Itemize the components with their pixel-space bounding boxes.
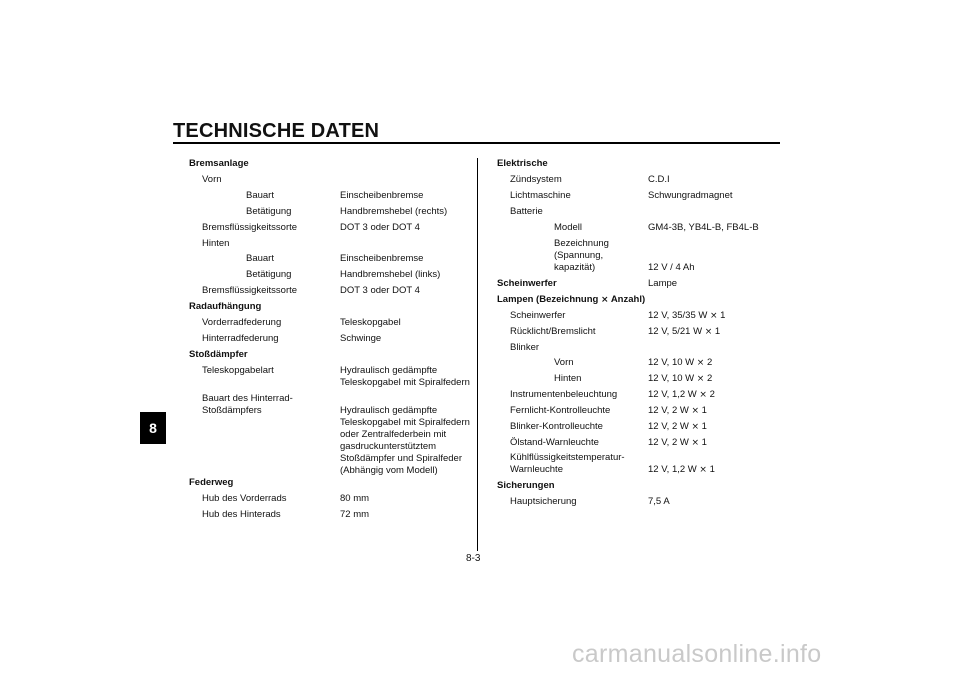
times-symbol: × xyxy=(704,327,713,337)
spec-label: Fernlicht-Kontrolleuchte xyxy=(510,405,611,416)
spec-label: kapazität) xyxy=(554,262,596,273)
spec-value: Stoßdämpfer und Spiralfeder xyxy=(340,453,462,464)
spec-label: Hinterradfederung xyxy=(202,333,279,344)
spec-label: Kühlflüssigkeitstemperatur- xyxy=(510,452,625,463)
page-title: TECHNISCHE DATEN xyxy=(173,120,380,142)
times-symbol: × xyxy=(709,311,718,321)
spec-value: Handbremshebel (rechts) xyxy=(340,206,448,217)
label-hinten: Hinten xyxy=(202,238,230,249)
spec-value: 7,5 A xyxy=(648,496,670,507)
label-vorn: Vorn xyxy=(202,174,222,185)
spec-value xyxy=(648,389,715,401)
spec-label: Lichtmaschine xyxy=(510,190,571,201)
value-text: 1 xyxy=(699,405,707,416)
watermark: carmanualsonline.info xyxy=(572,640,822,668)
heading-text: Anzahl) xyxy=(608,294,646,305)
spec-label: (Spannung, xyxy=(554,250,604,261)
section-stossdaempfer: Stoßdämpfer xyxy=(189,349,248,360)
times-symbol: × xyxy=(699,390,707,400)
spec-label: Ölstand-Warnleuchte xyxy=(510,437,599,448)
value-text: 12 V, 2 W xyxy=(648,421,692,432)
spec-label: Hub des Hinterads xyxy=(202,509,281,520)
spec-value: gasdruckunterstütztem xyxy=(340,441,437,452)
times-symbol: × xyxy=(691,406,700,416)
spec-label: Bauart xyxy=(246,253,274,264)
times-symbol: × xyxy=(699,465,707,475)
spec-value: 80 mm xyxy=(340,493,370,504)
column-divider xyxy=(477,158,478,551)
spec-label: Vorderradfederung xyxy=(202,317,282,328)
label-batterie: Batterie xyxy=(510,206,543,217)
section-scheinwerfer: Scheinwerfer xyxy=(497,278,557,289)
spec-label: Hauptsicherung xyxy=(510,496,577,507)
spec-value xyxy=(648,421,707,433)
spec-label: Vorn xyxy=(554,357,574,368)
value-text: 2 xyxy=(706,389,715,400)
spec-value xyxy=(648,437,707,449)
spec-value: (Abhängig vom Modell) xyxy=(340,465,438,476)
spec-value: Hydraulisch gedämpfte xyxy=(340,405,438,416)
section-federweg: Federweg xyxy=(189,477,234,488)
section-bremsanlage: Bremsanlage xyxy=(189,158,249,169)
spec-label: Warnleuchte xyxy=(510,464,563,475)
section-radaufhaengung: Radaufhängung xyxy=(189,301,262,312)
spec-value xyxy=(648,310,725,322)
spec-value xyxy=(648,373,712,385)
spec-value xyxy=(648,464,715,476)
value-text: 1 xyxy=(699,437,707,448)
spec-value: Schwinge xyxy=(340,333,382,344)
value-text: 1 xyxy=(717,310,726,321)
section-lampen xyxy=(497,294,645,306)
spec-value: C.D.I xyxy=(648,174,670,185)
spec-label: Rücklicht/Bremslicht xyxy=(510,326,596,337)
times-symbol: × xyxy=(691,422,700,432)
spec-value: Lampe xyxy=(648,278,678,289)
spec-label: Bauart xyxy=(246,190,274,201)
spec-value: Schwungradmagnet xyxy=(648,190,733,201)
times-symbol: × xyxy=(696,374,705,384)
spec-label: Hub des Vorderrads xyxy=(202,493,287,504)
spec-label: Zündsystem xyxy=(510,174,562,185)
section-sicherungen: Sicherungen xyxy=(497,480,555,491)
spec-value: 72 mm xyxy=(340,509,370,520)
times-symbol: × xyxy=(691,438,700,448)
value-text: 2 xyxy=(704,373,713,384)
value-text: 12 V, 2 W xyxy=(648,405,692,416)
page-number: 8-3 xyxy=(466,553,481,564)
spec-value: DOT 3 oder DOT 4 xyxy=(340,285,420,296)
spec-value xyxy=(648,357,712,369)
label-blinker: Blinker xyxy=(510,342,540,353)
section-elektrische: Elektrische xyxy=(497,158,548,169)
spec-value xyxy=(648,326,720,338)
spec-label: Bezeichnung xyxy=(554,238,609,249)
value-text: 12 V, 10 W xyxy=(648,357,697,368)
value-text: 12 V, 35/35 W xyxy=(648,310,710,321)
value-text: 12 V, 10 W xyxy=(648,373,697,384)
value-text: 1 xyxy=(699,421,707,432)
title-rule xyxy=(173,142,780,144)
spec-value: Einscheibenbremse xyxy=(340,253,424,264)
spec-value: Handbremshebel (links) xyxy=(340,269,441,280)
spec-value: oder Zentralfederbein mit xyxy=(340,429,447,440)
heading-text: Lampen (Bezeichnung xyxy=(497,294,601,305)
spec-value: Teleskopgabel mit Spiralfedern xyxy=(340,377,470,388)
spec-label: Stoßdämpfers xyxy=(202,405,262,416)
spec-value: Teleskopgabel mit Spiralfedern xyxy=(340,417,470,428)
spec-value: Einscheibenbremse xyxy=(340,190,424,201)
spec-label: Bremsflüssigkeitssorte xyxy=(202,285,298,296)
value-text: 12 V, 2 W xyxy=(648,437,692,448)
spec-value: Hydraulisch gedämpfte xyxy=(340,365,438,376)
spec-label: Scheinwerfer xyxy=(510,310,566,321)
times-symbol: × xyxy=(600,295,609,305)
value-text: 2 xyxy=(704,357,713,368)
spec-value: 12 V / 4 Ah xyxy=(648,262,695,273)
spec-label: Bremsflüssigkeitssorte xyxy=(202,222,298,233)
spec-value xyxy=(648,405,707,417)
spec-label: Hinten xyxy=(554,373,582,384)
value-text: 12 V, 5/21 W xyxy=(648,326,705,337)
chapter-tab: 8 xyxy=(140,412,166,444)
spec-label: Teleskopgabelart xyxy=(202,365,274,376)
spec-value: GM4-3B, YB4L-B, FB4L-B xyxy=(648,222,759,233)
spec-label: Modell xyxy=(554,222,582,233)
times-symbol: × xyxy=(696,358,705,368)
spec-value: DOT 3 oder DOT 4 xyxy=(340,222,420,233)
value-text: 1 xyxy=(712,326,721,337)
spec-label: Betätigung xyxy=(246,269,292,280)
spec-label: Instrumentenbeleuchtung xyxy=(510,389,618,400)
spec-label: Bauart des Hinterrad- xyxy=(202,393,293,404)
spec-label: Betätigung xyxy=(246,206,292,217)
spec-value: Teleskopgabel xyxy=(340,317,401,328)
value-text: 1 xyxy=(706,464,715,475)
value-text: 12 V, 1,2 W xyxy=(648,464,700,475)
spec-label: Blinker-Kontrolleuchte xyxy=(510,421,603,432)
value-text: 12 V, 1,2 W xyxy=(648,389,700,400)
